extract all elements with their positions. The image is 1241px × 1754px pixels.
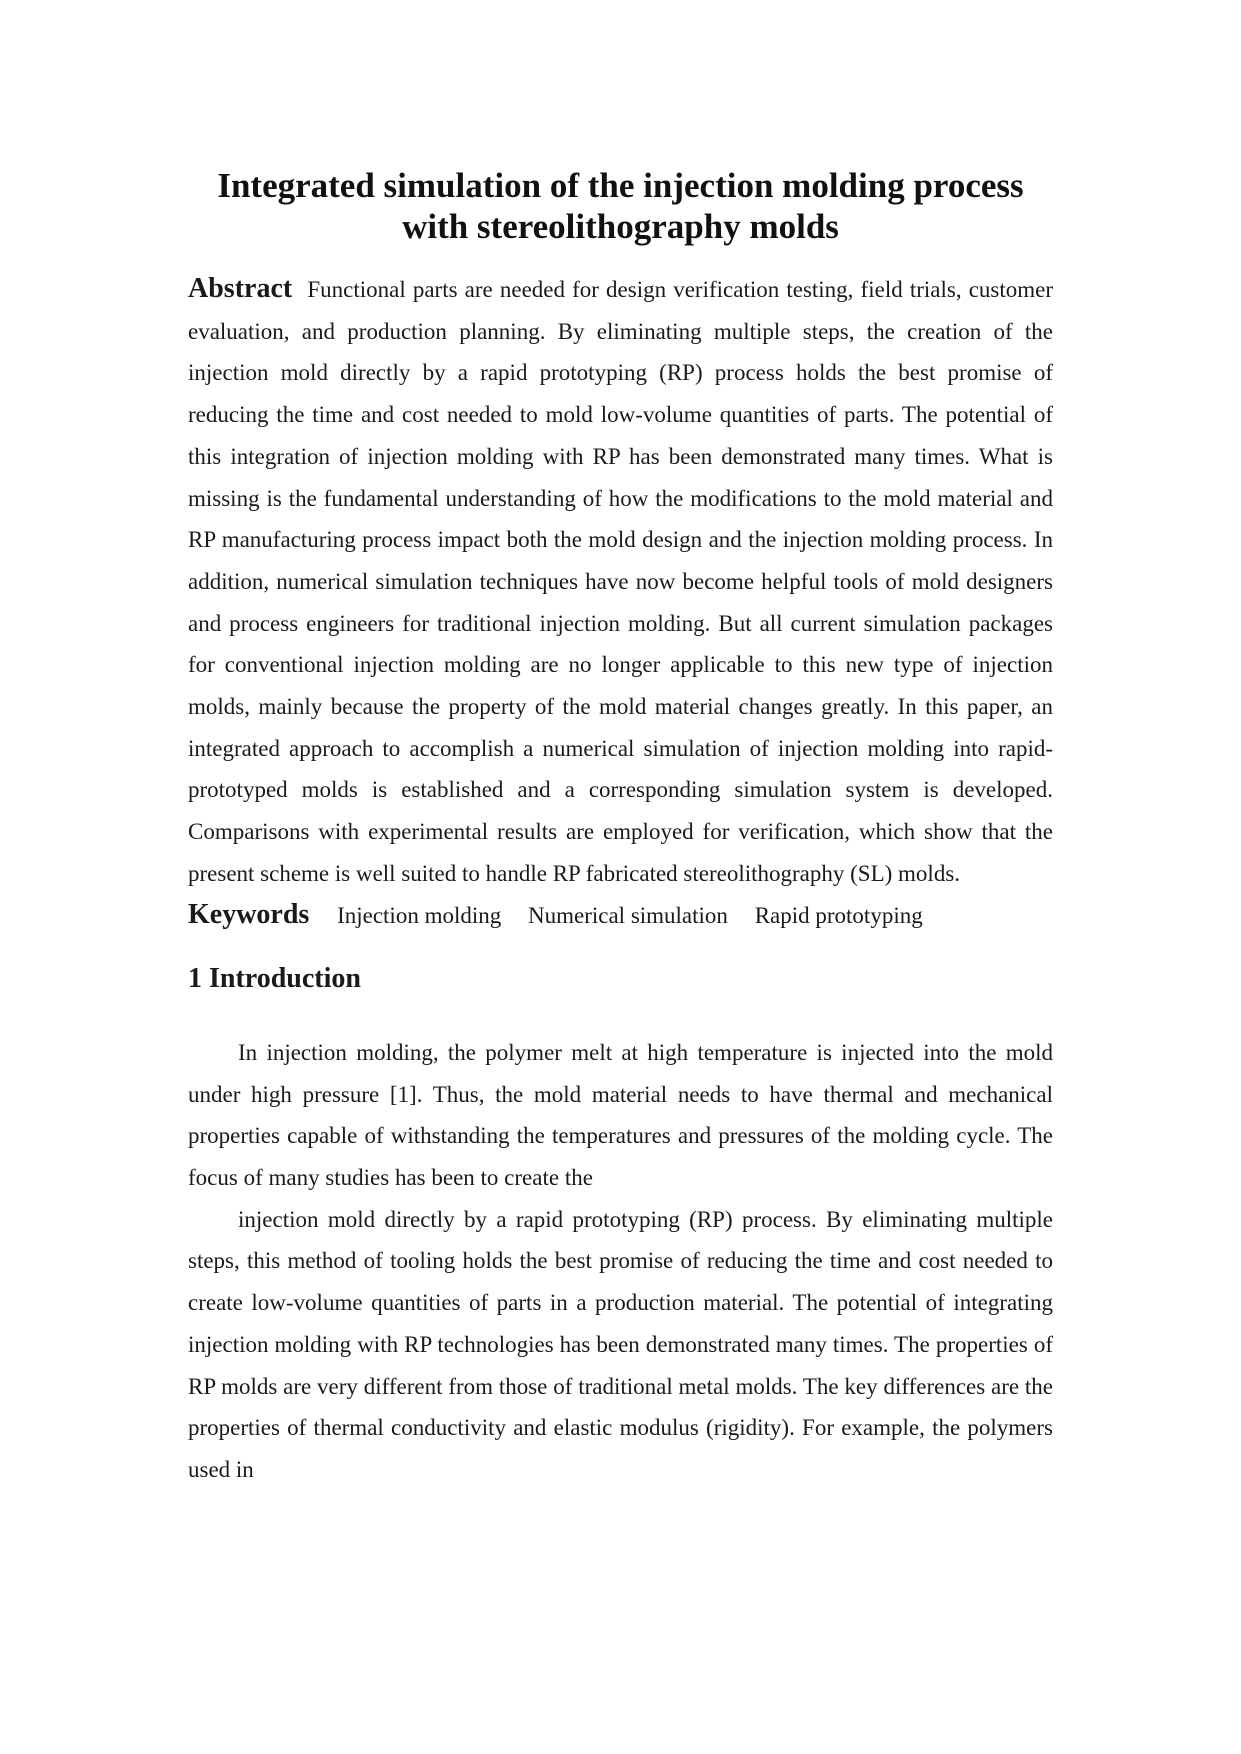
keyword-item: Rapid prototyping (754, 902, 923, 928)
body-paragraph: injection mold directly by a rapid prototyping (RP) process. By eliminating multiple steps, this method of tooling holds the best promise of reducing the time and cost needed to create low-volume quantities of parts in a production material. The potential of integrating injection molding with RP technologies has been demonstrated many times. The properties of RP molds are very different from those of traditional metal molds. The key differences are the properties of thermal conductivity and elastic modulus (rigidity). For example, the polymers used in (188, 1206, 1053, 1482)
section-heading-introduction: 1 Introduction (188, 963, 361, 995)
keyword-item: Numerical simulation (528, 902, 728, 928)
keyword-item: Injection molding (337, 902, 502, 928)
title-line-2: with stereolithography molds (402, 207, 839, 246)
paper-page (188, 165, 1053, 1491)
paper-title (188, 165, 1053, 247)
keywords-label: Keywords (188, 898, 310, 930)
abstract-paragraph (188, 268, 1053, 895)
abstract-text: Functional parts are needed for design verification testing, field trials, customer evaluation, and production planning. By eliminating multiple steps, the creation of the injection mold directly by a rapid prototyping (RP) process holds the best promise of reducing the time and cost needed to mold low-volume quantities of parts. The potential of this integration of injection molding with RP has been demonstrated many times. What is missing is the fundamental understanding of how the modifications to the mold material and RP manufacturing process impact both the mold design and the injection molding process. In addition, numerical simulation techniques have now become helpful tools of mold designers and process engineers for traditional injection molding. But all current simulation packages for conventional injection molding are no longer applicable to this new type of injection molds, mainly because the property of the mold material changes greatly. In this paper, an integrated approach to accomplish a numerical simulation of injection molding into rapid-prototyped molds is established and a corresponding simulation system is developed. Comparisons with experimental results are employed for verification, which show that the present scheme is well suited to handle RP fabricated stereolithography (SL) molds. (188, 277, 1053, 886)
abstract-label: Abstract (188, 273, 293, 304)
title-line-1: Integrated simulation of the injection molding process (217, 166, 1024, 205)
body-paragraph: In injection molding, the polymer melt at high temperature is injected into the mold under high pressure [1]. Thus, the mold material needs to have thermal and mechanical properties capable of withstanding the temperatures and pressures of the molding cycle. The focus of many studies has been to create the (188, 1039, 1053, 1191)
keywords-line (188, 894, 1053, 937)
